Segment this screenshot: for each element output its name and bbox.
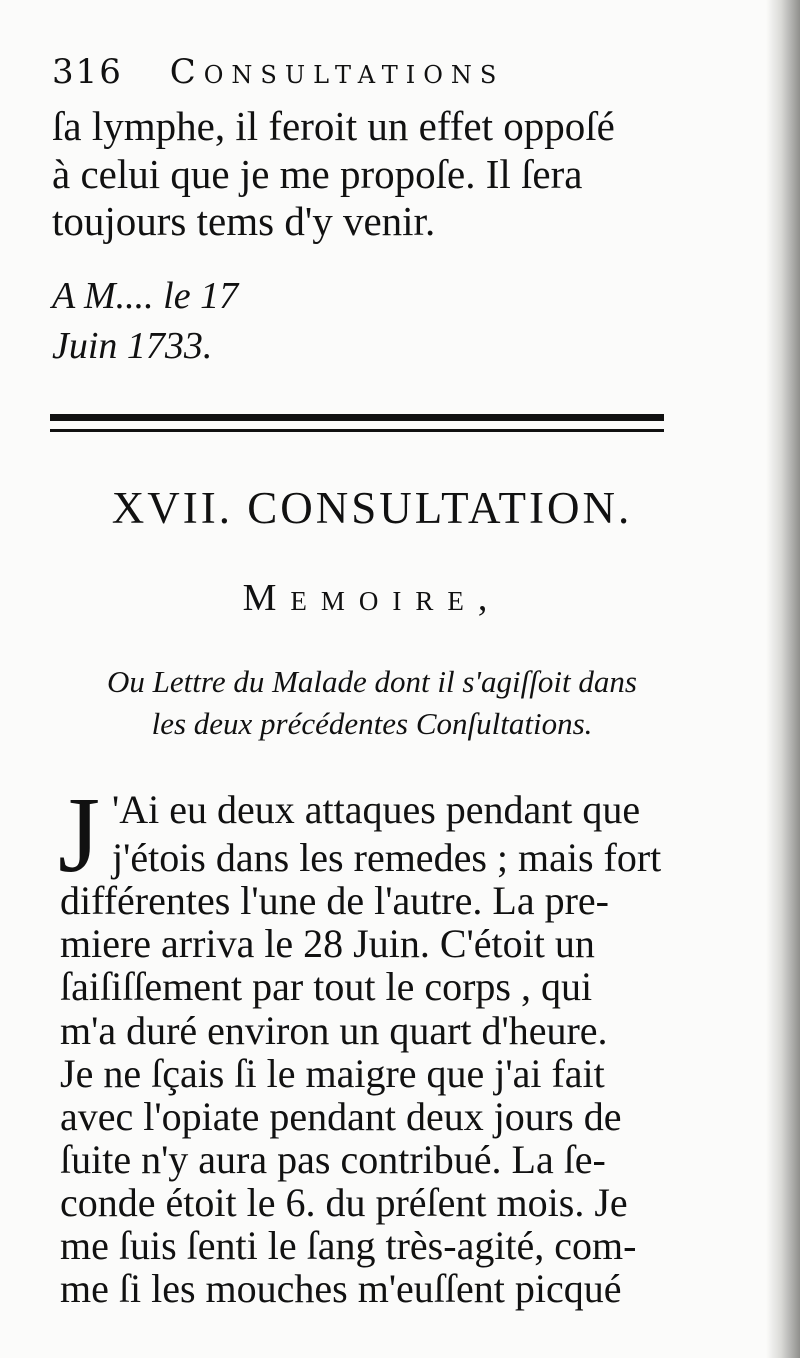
- page-number: 316: [52, 52, 123, 92]
- body-line: me ſi les mouches m'euſſent picqué: [60, 1266, 622, 1311]
- body-line: miere arriva le 28 Juin. C'étoit un: [60, 921, 595, 966]
- section-heading: XVII. CONSULTATION.: [111, 483, 633, 533]
- body-line: conde étoit le 6. du préſent mois. Je: [60, 1180, 628, 1225]
- body-line: me ſuis ſenti le ſang très-agité, com-: [60, 1223, 637, 1268]
- body-line: j'étois dans les remedes ; mais fort: [112, 835, 662, 880]
- body-line: ſuite n'y aura pas contribué. La ſe-: [60, 1137, 606, 1182]
- body-line: différentes l'une de l'autre. La pre-: [60, 878, 609, 923]
- intro-line: à celui que je me propoſe. Il ſera: [52, 151, 583, 197]
- caption-line: les deux précédentes Conſultations.: [151, 706, 593, 741]
- body-line: 'Ai eu deux attaques pendant que: [112, 787, 641, 832]
- date-line: A M.... le 17: [52, 275, 239, 317]
- intro-line: ſa lymphe, il feroit un effet oppoſé: [52, 103, 615, 149]
- intro-line: toujours tems d'y venir.: [52, 198, 436, 244]
- body-line: ſaiſiſſement par tout le corps , qui: [60, 964, 593, 1009]
- running-title: Consultations: [169, 52, 505, 92]
- section-rule-thick: [50, 414, 664, 421]
- drop-cap: J: [58, 776, 101, 895]
- body-line: avec l'opiate pendant deux jours de: [60, 1094, 622, 1139]
- body-line: Je ne ſçais ſi le maigre que j'ai fait: [60, 1051, 605, 1096]
- page-gutter-shadow: [766, 0, 800, 1358]
- caption-line: Ou Lettre du Malade dont il s'agiſſoit dans: [107, 664, 637, 699]
- section-rule-thin: [50, 429, 664, 432]
- date-line: Juin 1733.: [52, 325, 213, 367]
- body-line: m'a duré environ un quart d'heure.: [60, 1008, 608, 1053]
- section-subheading: Memoire,: [242, 577, 502, 619]
- running-head: [52, 52, 652, 92]
